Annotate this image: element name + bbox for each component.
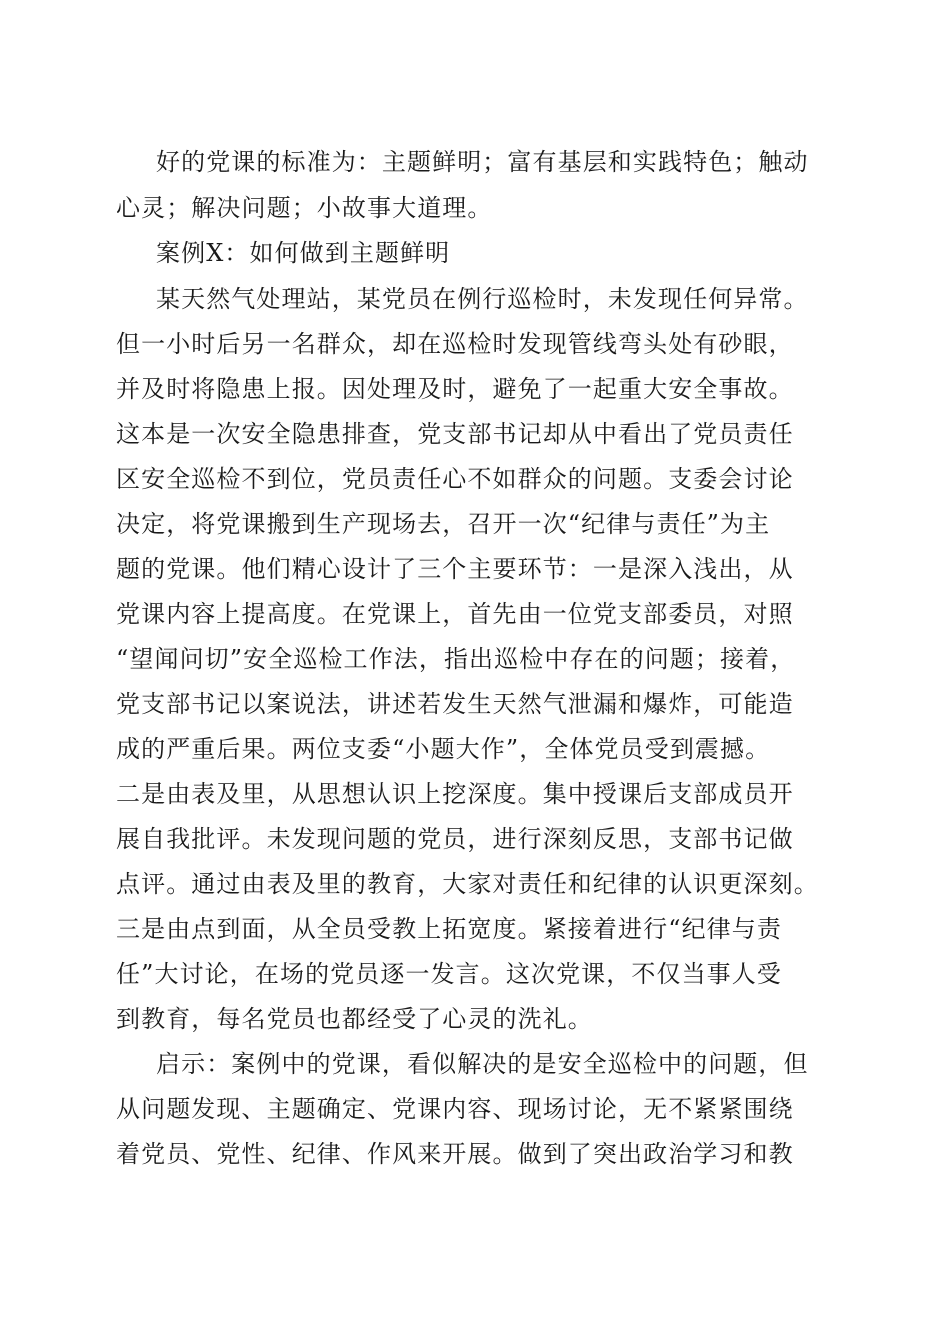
paragraph-line: 展自我批评。未发现问题的党员，进行深刻反思，支部书记做: [116, 825, 794, 853]
paragraph-line: 区安全巡检不到位，党员责任心不如群众的问题。支委会讨论: [116, 465, 794, 493]
paragraph-line: 着党员、党性、纪律、作风来开展。做到了突出政治学习和教: [116, 1140, 794, 1168]
paragraph-line: 到教育，每名党员也都经受了心灵的洗礼。: [116, 1005, 593, 1033]
paragraph-line: 某天然气处理站，某党员在例行巡检时，未发现任何异常。: [156, 285, 809, 313]
paragraph-line: 好的党课的标准为：主题鲜明；富有基层和实践特色；触动: [156, 148, 809, 176]
paragraph-line: 这本是一次安全隐患排查，党支部书记却从中看出了党员责任: [116, 420, 794, 448]
paragraph-line: 三是由点到面，从全员受教上拓宽度。紧接着进行“纪律与责: [116, 915, 782, 943]
paragraph-line: 成的严重后果。两位支委“小题大作”，全体党员受到震撼。: [116, 735, 771, 763]
paragraph-line: 党支部书记以案说法，讲述若发生天然气泄漏和爆炸，可能造: [116, 690, 794, 718]
paragraph-line: 题的党课。他们精心设计了三个主要环节：一是深入浅出，从: [116, 555, 794, 583]
paragraph-line: “望闻问切”安全巡检工作法，指出巡检中存在的问题；接着，: [116, 645, 796, 673]
paragraph-line: 决定，将党课搬到生产现场去，召开一次“纪律与责任”为主: [116, 510, 771, 538]
paragraph-line: 心灵；解决问题；小故事大道理。: [116, 194, 493, 222]
paragraph-line: 二是由表及里，从思想认识上挖深度。集中授课后支部成员开: [116, 780, 794, 808]
case-heading: 案例X：如何做到主题鲜明: [156, 239, 451, 267]
paragraph-line: 点评。通过由表及里的教育，大家对责任和纪律的认识更深刻。: [116, 870, 819, 898]
paragraph-line: 任”大讨论，在场的党员逐一发言。这次党课，不仅当事人受: [116, 960, 782, 988]
paragraph-line: 但一小时后另一名群众，却在巡检时发现管线弯头处有砂眼，: [116, 330, 794, 358]
paragraph-line: 党课内容上提高度。在党课上，首先由一位党支部委员，对照: [116, 600, 794, 628]
paragraph-line: 从问题发现、主题确定、党课内容、现场讨论，无不紧紧围绕: [116, 1095, 794, 1123]
insight-paragraph-line: 启示：案例中的党课，看似解决的是安全巡检中的问题，但: [156, 1050, 809, 1078]
paragraph-line: 并及时将隐患上报。因处理及时，避免了一起重大安全事故。: [116, 375, 794, 403]
